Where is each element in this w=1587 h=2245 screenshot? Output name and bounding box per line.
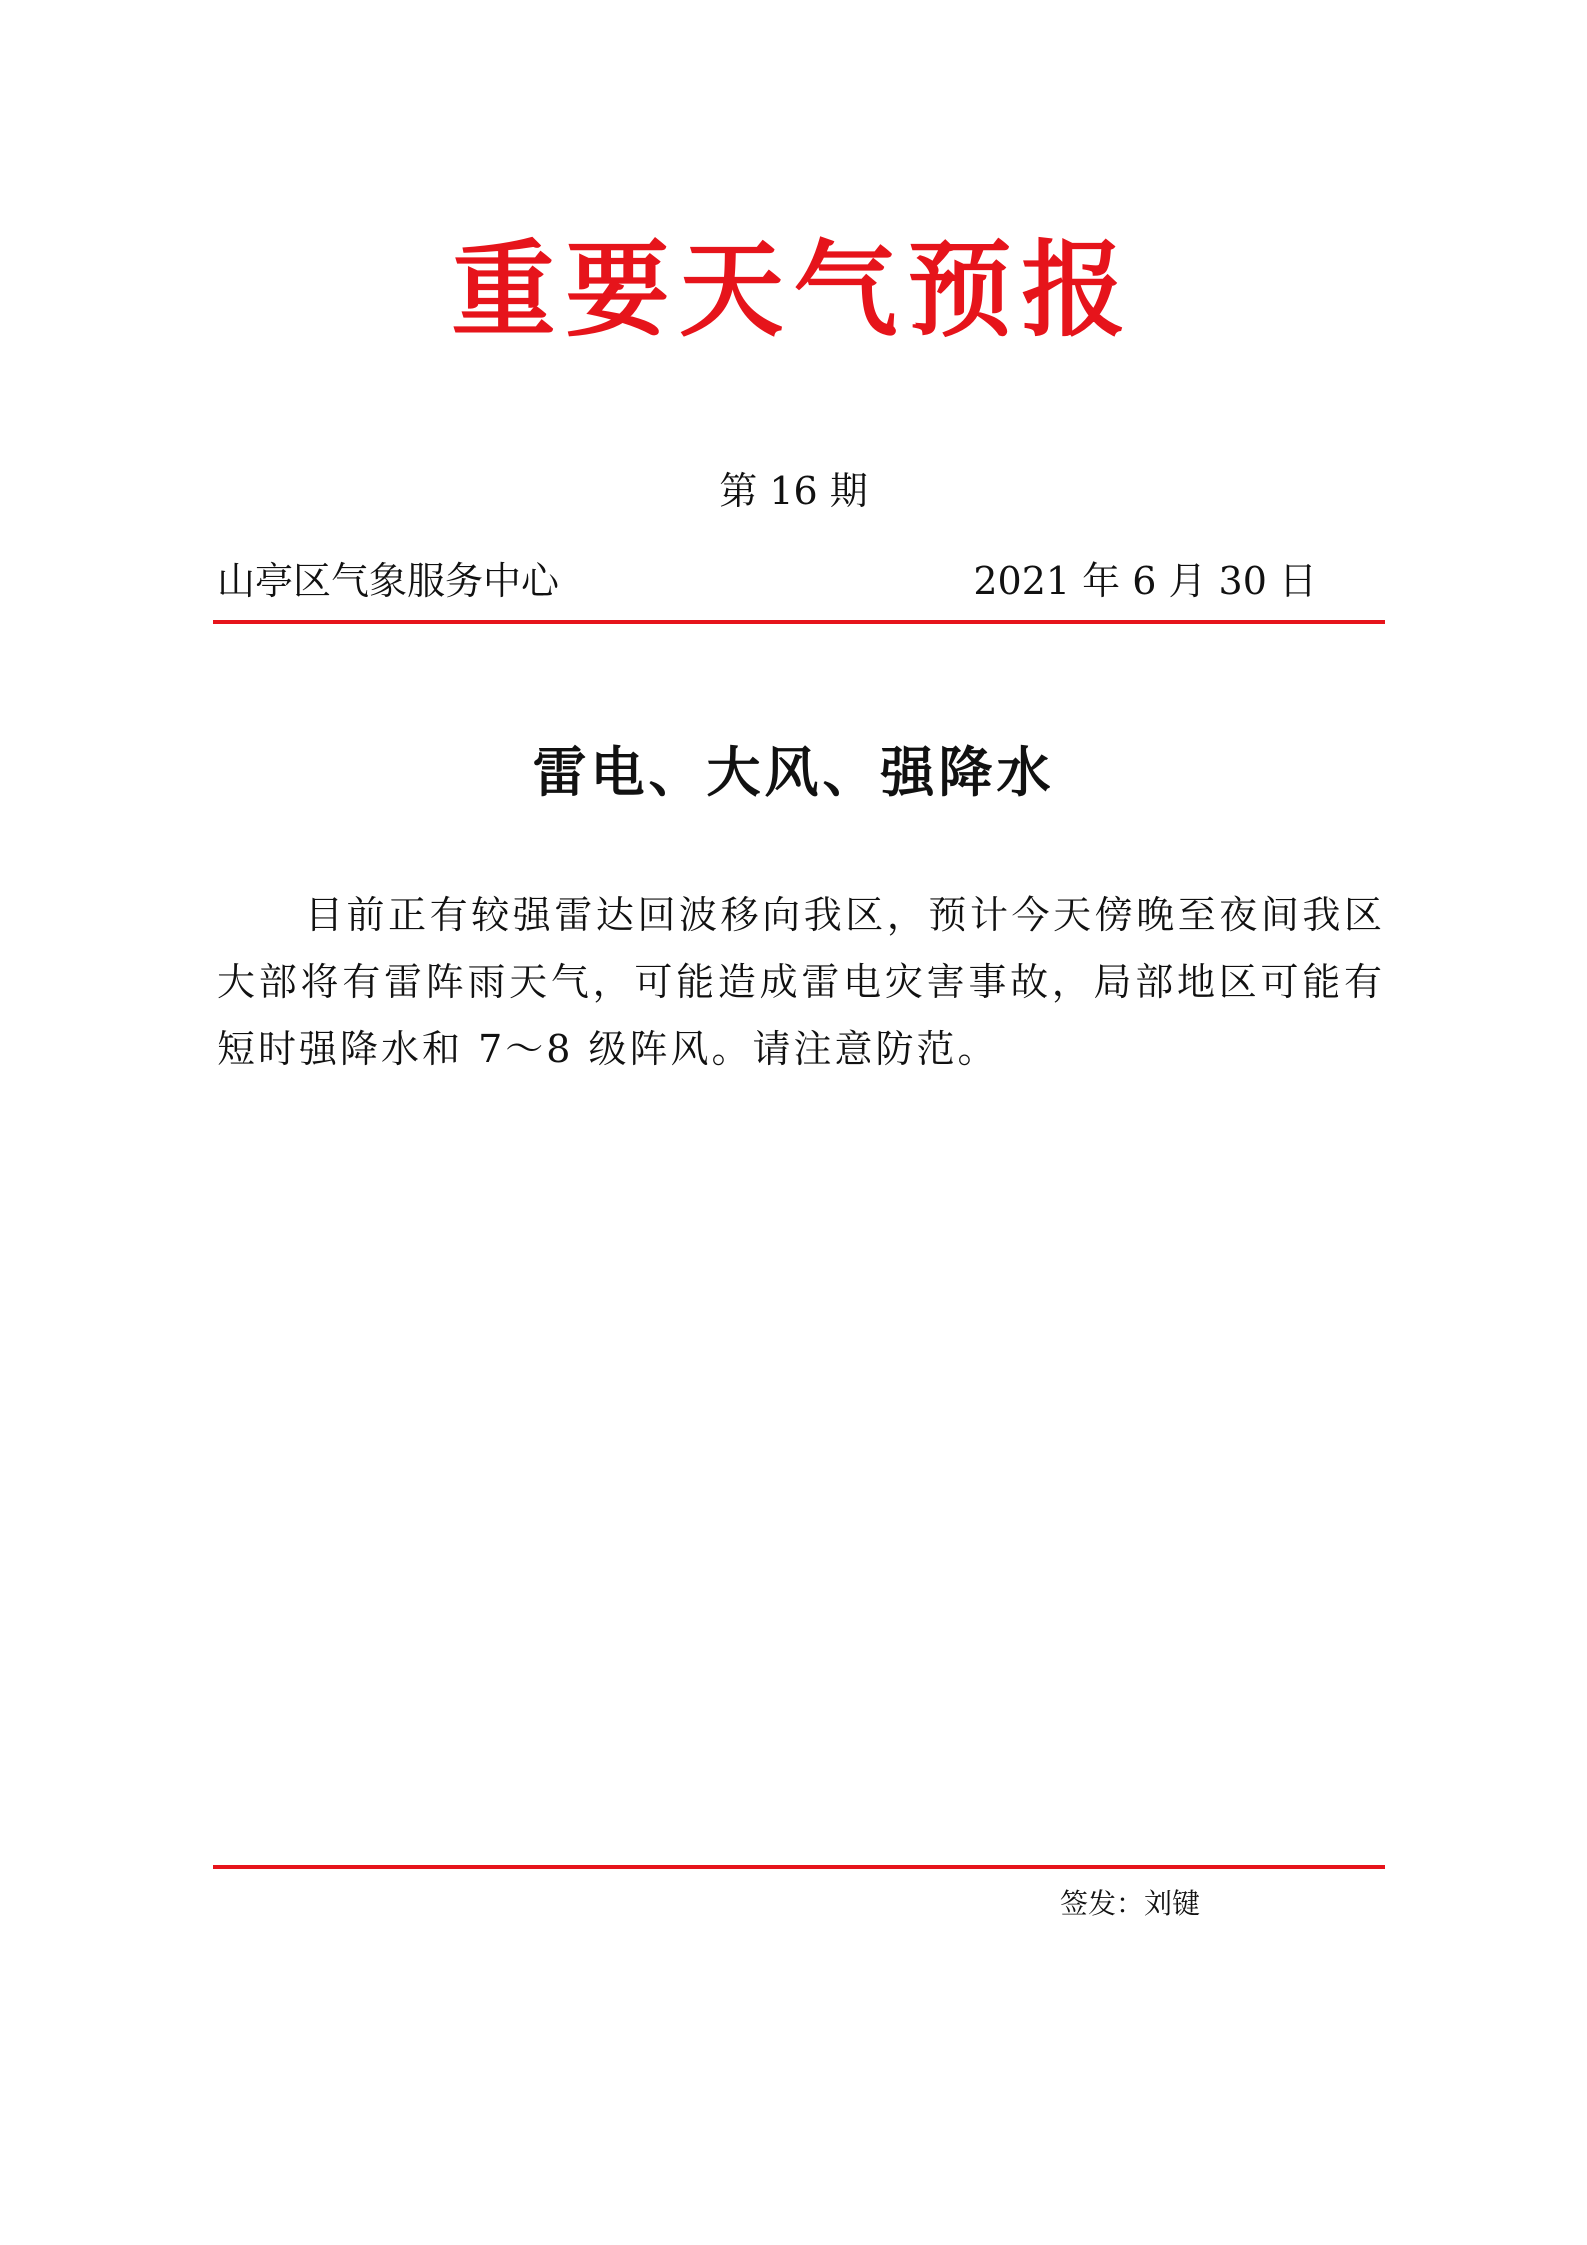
issuer-name: 山亭区气象服务中心 — [217, 559, 560, 603]
body-paragraph: 目前正有较强雷达回波移向我区，预计今天傍晚至夜间我区大部将有雷阵雨天气，可能造成雷电灾害事故，局部地区可能有短时强降水和 7～8 级阵风。请注意防范。 — [217, 893, 1385, 1071]
meta-row — [217, 554, 1317, 608]
masthead-title: 重要天气预报 — [451, 228, 1136, 351]
headline: 雷电、大风、强降水 — [532, 740, 1055, 804]
issue-date: 2021 年 6 月 30 日 — [973, 559, 1317, 603]
signoff: 签发：刘键 — [1060, 1887, 1201, 1920]
top-red-rule — [213, 620, 1385, 624]
issue-number: 第 16 期 — [719, 469, 868, 513]
bottom-red-rule — [213, 1865, 1385, 1869]
